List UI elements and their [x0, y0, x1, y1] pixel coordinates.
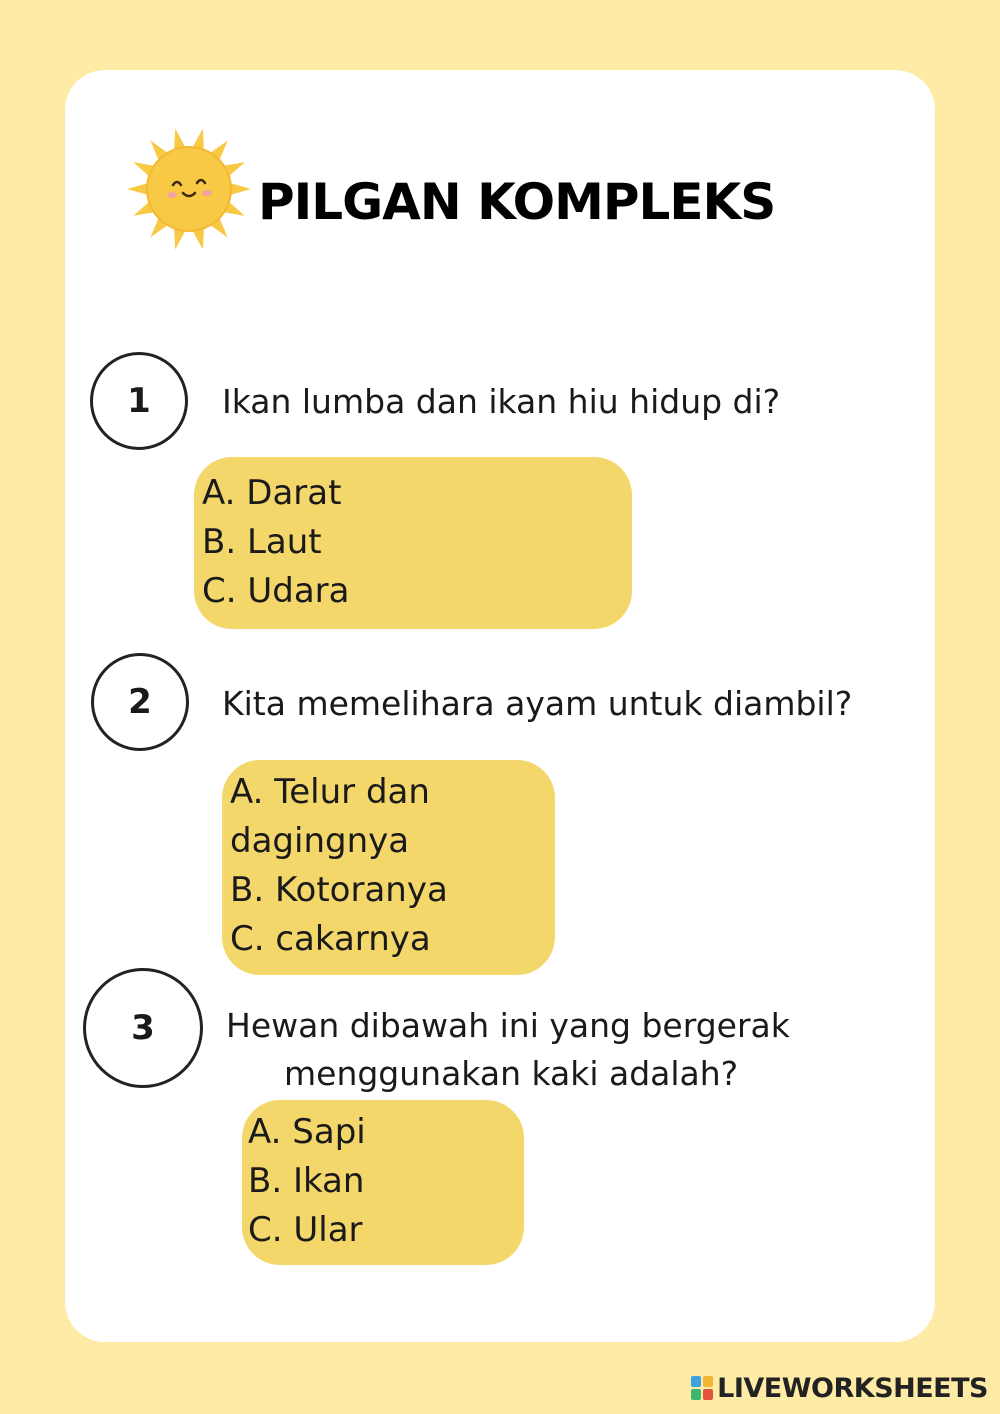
option-b[interactable]: B. Ikan — [248, 1161, 365, 1201]
question-number-badge: 1 — [90, 352, 188, 450]
options-box — [242, 1100, 524, 1265]
option-b[interactable]: B. Kotoranya — [230, 870, 448, 910]
brand-name: LIVEWORKSHEETS — [717, 1372, 988, 1404]
option-a-continued[interactable]: dagingnya — [230, 821, 410, 861]
options-box — [194, 457, 632, 629]
liveworksheets-branding[interactable] — [691, 1370, 988, 1406]
page-title: PILGAN KOMPLEKS — [258, 173, 776, 231]
option-b[interactable]: B. Laut — [202, 522, 322, 562]
question-number-badge: 3 — [83, 968, 203, 1088]
option-a[interactable]: A. Telur dan — [230, 772, 430, 812]
sun-icon — [125, 125, 253, 253]
question-text: Ikan lumba dan ikan hiu hidup di? — [222, 382, 781, 421]
option-c[interactable]: C. cakarnya — [230, 919, 431, 959]
question-text-line1: Hewan dibawah ini yang bergerak — [226, 1006, 790, 1045]
options-box — [222, 760, 555, 975]
liveworksheets-logo-icon — [691, 1376, 713, 1400]
option-a[interactable]: A. Sapi — [248, 1112, 366, 1152]
option-a[interactable]: A. Darat — [202, 473, 342, 513]
question-text: Kita memelihara ayam untuk diambil? — [222, 684, 853, 723]
question-text-line2: menggunakan kaki adalah? — [284, 1054, 739, 1093]
question-number-badge: 2 — [91, 653, 189, 751]
option-c[interactable]: C. Udara — [202, 571, 350, 611]
option-c[interactable]: C. Ular — [248, 1210, 363, 1250]
